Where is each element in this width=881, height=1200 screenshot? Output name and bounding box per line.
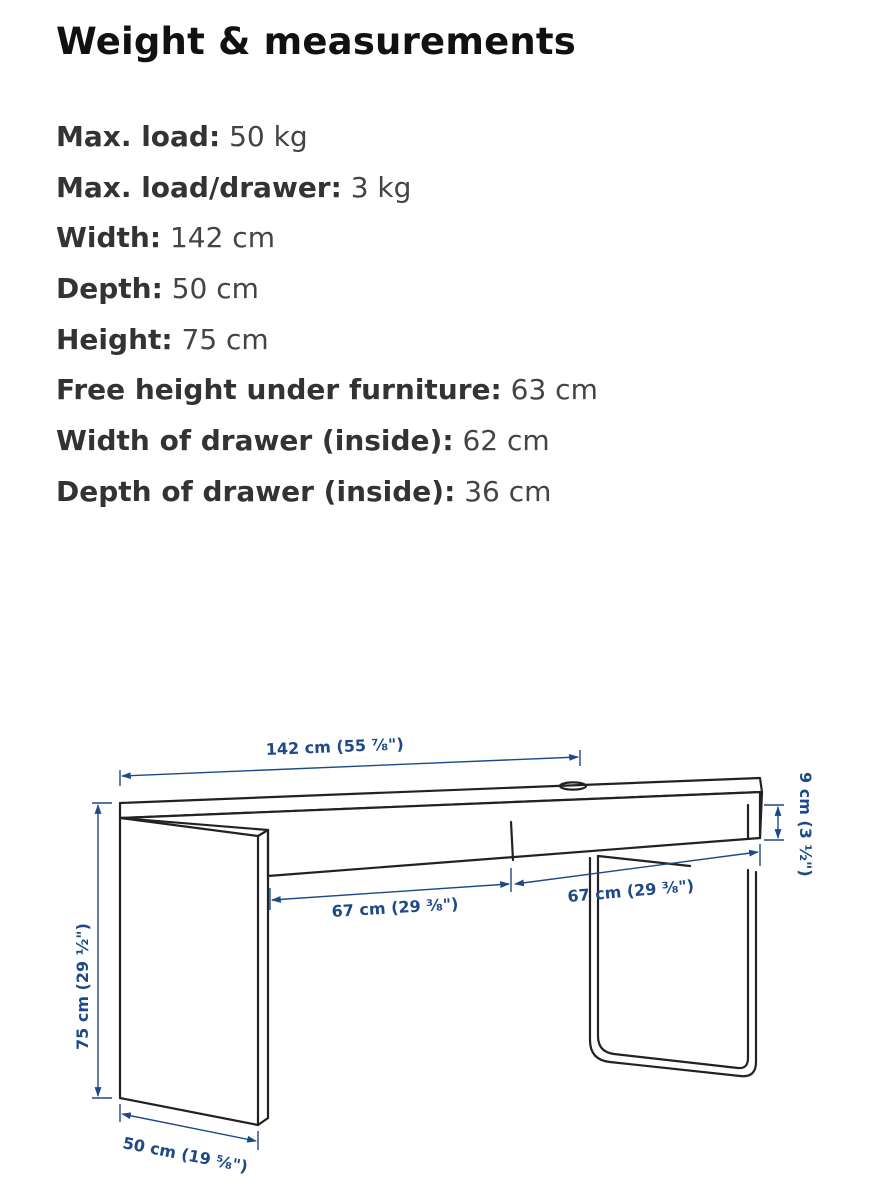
spec-label: Max. load: (56, 120, 221, 153)
drawer-left-width-label: 67 cm (29 ⅜") (331, 894, 459, 921)
page-title: Weight & measurements (56, 20, 577, 63)
spec-label: Width: (56, 221, 162, 255)
spec-value: 62 cm (462, 424, 550, 458)
left-leg-panel (120, 818, 258, 1125)
spec-value: 36 cm (464, 474, 552, 508)
drawer-right-width-label: 67 cm (29 ⅜") (566, 875, 695, 906)
drawer-height-label: 9 cm (3 ½") (796, 772, 815, 877)
spec-label: Depth: (56, 272, 163, 306)
drawer-height-dimension (764, 805, 784, 840)
height-label: 75 cm (29 ½") (73, 923, 92, 1050)
spec-label: Max. load/drawer: (56, 170, 342, 204)
spec-value: 75 cm (181, 322, 269, 356)
spec-label: Height: (56, 322, 173, 356)
spec-value: 50 kg (229, 120, 308, 153)
spec-label: Depth of drawer (inside): (56, 474, 456, 508)
height-dimension (92, 803, 112, 1098)
depth-label: 50 cm (19 ⅝") (121, 1133, 250, 1177)
spec-label: Free height under furniture: (56, 373, 502, 407)
desk-illustration (120, 778, 762, 1125)
spec-value: 3 kg (350, 170, 412, 204)
spec-value: 50 cm (171, 272, 259, 306)
spec-label: Width of drawer (inside): (56, 424, 454, 458)
spec-value: 63 cm (510, 373, 598, 407)
width-label: 142 cm (55 ⅞") (265, 734, 405, 759)
spec-value: 142 cm (169, 221, 275, 255)
